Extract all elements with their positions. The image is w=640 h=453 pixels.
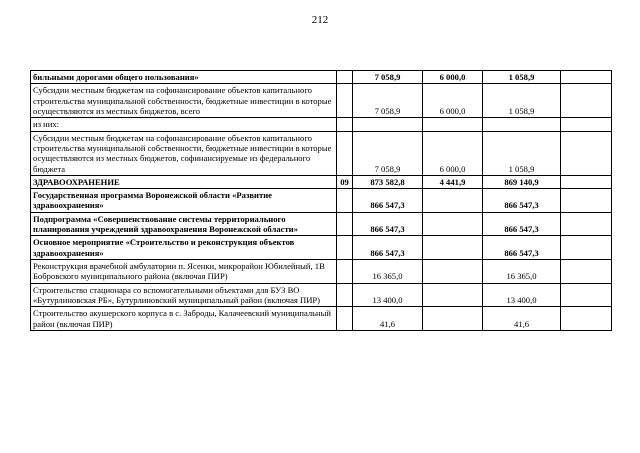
table-row bbox=[31, 236, 612, 260]
row-name-cell: Субсидии местным бюджетам на софинансирование объектов капитального строительства муниципальной собственности, бюджетные инвестиции в которые осуществляются из местных бюджетов, софинансируемые из федерального бюджета bbox=[31, 131, 337, 175]
row-name-cell: бильными дорогами общего пользования» bbox=[31, 71, 337, 84]
row-name-cell: Строительство стационара со вспомогательными объектами для БУЗ ВО «Бутурлиновская РБ», Бутурлиновский муниципальный район (включая ПИР) bbox=[31, 283, 337, 307]
federal-amount-cell bbox=[423, 236, 483, 260]
total-amount-cell: 866 547,3 bbox=[353, 236, 423, 260]
total-amount-cell: 7 058,9 bbox=[353, 131, 423, 175]
section-code-cell: 09 bbox=[337, 175, 353, 188]
total-amount-cell: 7 058,9 bbox=[353, 71, 423, 84]
regional-amount-cell: 1 058,9 bbox=[483, 131, 561, 175]
table-row bbox=[31, 212, 612, 236]
table-row bbox=[31, 118, 612, 131]
row-name-cell: из них: bbox=[31, 118, 337, 131]
total-amount-cell bbox=[353, 118, 423, 131]
row-name-cell: Основное мероприятие «Строительство и реконструкция объектов здравоохранения» bbox=[31, 236, 337, 260]
regional-amount-cell: 866 547,3 bbox=[483, 236, 561, 260]
table-row bbox=[31, 71, 612, 84]
row-name-cell: Подпрограмма «Совершенствование системы территориального планирования учреждений здравоохранения Воронежской области» bbox=[31, 212, 337, 236]
table-row bbox=[31, 283, 612, 307]
budget-table-body bbox=[31, 71, 612, 331]
regional-amount-cell: 13 400,0 bbox=[483, 283, 561, 307]
table-row bbox=[31, 131, 612, 175]
row-name-cell: Субсидии местным бюджетам на софинансирование объектов капитального строительства муниципальной собственности, бюджетные инвестиции в которые осуществляются из местных бюджетов, всего bbox=[31, 84, 337, 118]
row-name-cell: Государственная программа Воронежской области «Развитие здравоохранения» bbox=[31, 189, 337, 213]
empty-cell bbox=[561, 236, 612, 260]
regional-amount-cell: 869 140,9 bbox=[483, 175, 561, 188]
regional-amount-cell bbox=[483, 118, 561, 131]
empty-cell bbox=[561, 283, 612, 307]
page-number: 212 bbox=[311, 14, 329, 26]
federal-amount-cell: 4 441,9 bbox=[423, 175, 483, 188]
total-amount-cell: 866 547,3 bbox=[353, 189, 423, 213]
total-amount-cell: 41,6 bbox=[353, 307, 423, 331]
empty-cell bbox=[561, 131, 612, 175]
section-code-cell bbox=[337, 84, 353, 118]
section-code-cell bbox=[337, 236, 353, 260]
total-amount-cell: 16 365,0 bbox=[353, 260, 423, 284]
federal-amount-cell bbox=[423, 260, 483, 284]
row-name-cell: Реконструкция врачебной амбулатории п. Ясенки, микрорайон Юбилейный, 1В Бобровского муниципального района (включая ПИР) bbox=[31, 260, 337, 284]
section-code-cell bbox=[337, 212, 353, 236]
empty-cell bbox=[561, 260, 612, 284]
table-row bbox=[31, 260, 612, 284]
table-row bbox=[31, 84, 612, 118]
regional-amount-cell: 866 547,3 bbox=[483, 189, 561, 213]
empty-cell bbox=[561, 118, 612, 131]
table-row bbox=[31, 307, 612, 331]
regional-amount-cell: 1 058,9 bbox=[483, 84, 561, 118]
federal-amount-cell bbox=[423, 118, 483, 131]
empty-cell bbox=[561, 189, 612, 213]
federal-amount-cell bbox=[423, 307, 483, 331]
row-name-cell: Строительство акушерского корпуса в с. Заброды, Калачеевский муниципальный район (включая ПИР) bbox=[31, 307, 337, 331]
regional-amount-cell: 1 058,9 bbox=[483, 71, 561, 84]
federal-amount-cell bbox=[423, 212, 483, 236]
federal-amount-cell: 6 000,0 bbox=[423, 131, 483, 175]
section-code-cell bbox=[337, 118, 353, 131]
empty-cell bbox=[561, 212, 612, 236]
regional-amount-cell: 866 547,3 bbox=[483, 212, 561, 236]
empty-cell bbox=[561, 175, 612, 188]
empty-cell bbox=[561, 71, 612, 84]
empty-cell bbox=[561, 307, 612, 331]
section-code-cell bbox=[337, 71, 353, 84]
budget-table bbox=[30, 70, 612, 331]
section-code-cell bbox=[337, 283, 353, 307]
regional-amount-cell: 41,6 bbox=[483, 307, 561, 331]
total-amount-cell: 13 400,0 bbox=[353, 283, 423, 307]
table-row bbox=[31, 175, 612, 188]
federal-amount-cell bbox=[423, 283, 483, 307]
section-code-cell bbox=[337, 260, 353, 284]
row-name-cell: ЗДРАВООХРАНЕНИЕ bbox=[31, 175, 337, 188]
empty-cell bbox=[561, 84, 612, 118]
federal-amount-cell: 6 000,0 bbox=[423, 84, 483, 118]
total-amount-cell: 866 547,3 bbox=[353, 212, 423, 236]
total-amount-cell: 873 582,8 bbox=[353, 175, 423, 188]
federal-amount-cell: 6 000,0 bbox=[423, 71, 483, 84]
section-code-cell bbox=[337, 189, 353, 213]
total-amount-cell: 7 058,9 bbox=[353, 84, 423, 118]
section-code-cell bbox=[337, 131, 353, 175]
regional-amount-cell: 16 365,0 bbox=[483, 260, 561, 284]
table-row bbox=[31, 189, 612, 213]
federal-amount-cell bbox=[423, 189, 483, 213]
section-code-cell bbox=[337, 307, 353, 331]
